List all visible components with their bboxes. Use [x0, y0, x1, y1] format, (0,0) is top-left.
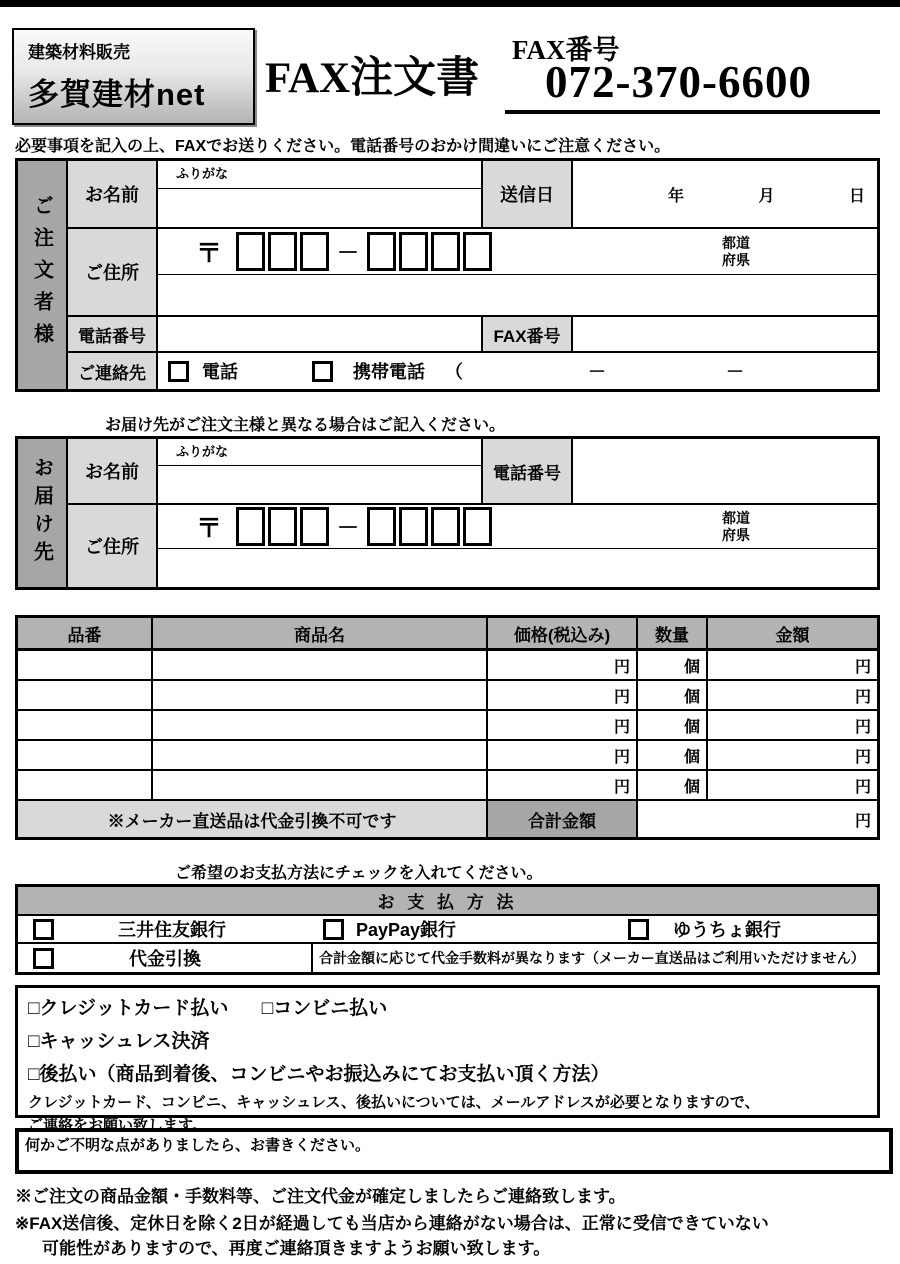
payment-table: [15, 884, 880, 975]
amount-input[interactable]: [708, 681, 877, 711]
option-cashless[interactable]: □キャッシュレス決済: [28, 1031, 210, 1052]
fax-number: 072-370-6600: [505, 56, 880, 114]
prefecture-line1: 都道: [722, 234, 750, 251]
checkbox-bank-smbc[interactable]: [33, 919, 54, 940]
orderer-phone-input[interactable]: [158, 317, 483, 353]
contact-paren: （: [445, 362, 463, 382]
postal-digit-box[interactable]: [431, 507, 460, 546]
date-day-label: 日: [848, 187, 865, 205]
email-required-note-1: クレジットカード、コンビニ、キャッシュレス、後払いについては、メールアドレスが必要となりますので、: [28, 1094, 760, 1111]
postal-mark: 〒: [196, 513, 223, 543]
yen-unit: 円: [854, 812, 871, 830]
payment-header: お 支 払 方 法: [18, 887, 877, 916]
product-name-input[interactable]: [153, 651, 488, 681]
delivery-address-label: ご住所: [68, 505, 158, 587]
send-date-label: 送信日: [483, 161, 573, 229]
delivery-section-label: お届け先: [18, 439, 68, 587]
postal-digit-box[interactable]: [268, 232, 297, 271]
contact-dash: －: [588, 362, 606, 382]
quantity-input[interactable]: [638, 681, 708, 711]
col-header-price: 価格(税込み): [488, 618, 638, 651]
contact-mobile-label: 携帯電話: [353, 362, 425, 382]
delivery-caption: お届け先がご注文主様と異なる場合はご記入ください。: [105, 417, 506, 434]
quantity-input[interactable]: [638, 711, 708, 741]
quantity-input[interactable]: [638, 771, 708, 801]
orderer-name-input[interactable]: [158, 189, 483, 229]
delivery-address-input[interactable]: [158, 549, 877, 587]
delivery-name-label: お名前: [68, 439, 158, 505]
delivery-table: [15, 436, 880, 590]
orderer-table: [15, 158, 880, 392]
bank-options-row: [18, 916, 877, 944]
prefecture-label: [706, 510, 766, 544]
bank-option-paypay: PayPay銀行: [356, 920, 457, 940]
product-name-input[interactable]: [153, 741, 488, 771]
payment-caption: ご希望のお支払方法にチェックを入れてください。: [175, 865, 543, 882]
amount-input[interactable]: [708, 771, 877, 801]
contact-phone-label: 電話: [202, 362, 238, 382]
orderer-fax-label: FAX番号: [483, 317, 573, 353]
postal-digit-box[interactable]: [236, 507, 265, 546]
postal-digit-box[interactable]: [431, 232, 460, 271]
items-table: [15, 615, 880, 840]
amount-input[interactable]: [708, 711, 877, 741]
delivery-phone-label: 電話番号: [483, 439, 573, 505]
product-name-input[interactable]: [153, 711, 488, 741]
orderer-address-input[interactable]: [158, 275, 877, 317]
yen-unit: 円: [854, 688, 871, 706]
orderer-section-label: ご注文者様: [18, 161, 68, 389]
remarks-label: 何かご不明な点がありましたら、お書きください。: [25, 1137, 371, 1154]
postal-digit-box[interactable]: [268, 507, 297, 546]
postal-digit-box[interactable]: [463, 507, 492, 546]
yen-unit: 円: [613, 658, 630, 676]
total-amount-input[interactable]: [638, 801, 877, 837]
orderer-postal-row: [158, 229, 877, 275]
postal-digit-box[interactable]: [367, 507, 396, 546]
date-year-label: 年: [668, 187, 685, 205]
count-unit: 個: [683, 718, 700, 736]
option-deferred[interactable]: □後払い（商品到着後、コンビニやお振込みにてお支払い頂く方法）: [28, 1064, 610, 1085]
delivery-furigana-field[interactable]: [158, 439, 483, 466]
postal-dash: －: [337, 240, 360, 265]
yen-unit: 円: [854, 658, 871, 676]
prefecture-line1: 都道: [722, 509, 750, 526]
item-number-input[interactable]: [18, 681, 153, 711]
col-header-amount: 金額: [708, 618, 877, 651]
postal-mark: 〒: [196, 238, 223, 268]
postal-digit-box[interactable]: [236, 232, 265, 271]
count-unit: 個: [683, 688, 700, 706]
contact-pref-field: [158, 353, 877, 389]
count-unit: 個: [683, 778, 700, 796]
checkbox-contact-mobile[interactable]: [312, 361, 333, 382]
col-header-quantity: 数量: [638, 618, 708, 651]
footer-note-1: ※ご注文の商品金額・手数料等、ご注文代金が確定しましたらご連絡致します。: [15, 1187, 626, 1206]
price-input[interactable]: [488, 681, 638, 711]
product-name-input[interactable]: [153, 771, 488, 801]
prefecture-line2: 府県: [722, 251, 750, 268]
col-header-item-number: 品番: [18, 618, 153, 651]
delivery-name-input[interactable]: [158, 466, 483, 505]
yen-unit: 円: [854, 718, 871, 736]
yen-unit: 円: [613, 688, 630, 706]
yen-unit: 円: [613, 718, 630, 736]
delivery-phone-input[interactable]: [573, 439, 877, 505]
checkbox-bank-yucho[interactable]: [628, 919, 649, 940]
postal-digit-box[interactable]: [367, 232, 396, 271]
logo-title: 多賀建材net: [28, 77, 206, 112]
product-name-input[interactable]: [153, 681, 488, 711]
cod-note: 合計金額に応じて代金手数料が異なります（メーカー直送品はご利用いただけません）: [319, 950, 865, 966]
orderer-name-label: お名前: [68, 161, 158, 229]
count-unit: 個: [683, 748, 700, 766]
other-payment-box: [15, 985, 880, 1134]
cod-option-row: [18, 944, 313, 972]
count-unit: 個: [683, 658, 700, 676]
direct-shipping-note: ※メーカー直送品は代金引換不可です: [18, 801, 488, 837]
cod-label: 代金引換: [129, 949, 201, 969]
checkbox-contact-phone[interactable]: [168, 361, 189, 382]
yen-unit: 円: [613, 778, 630, 796]
orderer-phone-label: 電話番号: [68, 317, 158, 353]
fax-number-label: FAX番号: [512, 35, 620, 65]
price-input[interactable]: [488, 711, 638, 741]
item-number-input[interactable]: [18, 741, 153, 771]
orderer-furigana-field[interactable]: [158, 161, 483, 189]
checkbox-bank-paypay[interactable]: [323, 919, 344, 940]
postal-digit-box[interactable]: [300, 507, 329, 546]
date-month-label: 月: [758, 187, 775, 205]
col-header-product-name: 商品名: [153, 618, 488, 651]
remarks-box[interactable]: [15, 1128, 893, 1174]
amount-input[interactable]: [708, 741, 877, 771]
top-border-line: [0, 0, 900, 7]
prefecture-line2: 府県: [722, 526, 750, 543]
option-conbini[interactable]: □コンビニ払い: [261, 998, 388, 1019]
header-note: 必要事項を記入の上、FAXでお送りください。電話番号のおかけ間違いにご注意ください。: [15, 138, 671, 155]
price-input[interactable]: [488, 741, 638, 771]
bank-option-smbc: 三井住友銀行: [118, 920, 226, 940]
option-credit-card[interactable]: □クレジットカード払い: [28, 998, 229, 1019]
bank-option-yucho: ゆうちょ銀行: [673, 920, 781, 940]
yen-unit: 円: [854, 748, 871, 766]
credit-conbini-line: [28, 992, 867, 1025]
furigana-label: ふりがな: [176, 444, 229, 459]
item-number-input[interactable]: [18, 711, 153, 741]
item-number-input[interactable]: [18, 651, 153, 681]
postal-digit-box[interactable]: [399, 507, 428, 546]
delivery-postal-row: [158, 505, 877, 549]
send-date-input[interactable]: [573, 161, 877, 229]
quantity-input[interactable]: [638, 651, 708, 681]
quantity-input[interactable]: [638, 741, 708, 771]
total-label: 合計金額: [488, 801, 638, 837]
postal-digit-box[interactable]: [463, 232, 492, 271]
orderer-fax-input[interactable]: [573, 317, 877, 353]
page-title: FAX注文書: [265, 55, 480, 102]
checkbox-cod[interactable]: [33, 948, 54, 969]
furigana-label: ふりがな: [176, 166, 229, 181]
contact-dash: －: [726, 362, 744, 382]
footer-note-3: 可能性がありますので、再度ご連絡頂きますようお願い致します。: [42, 1239, 551, 1258]
postal-dash: －: [337, 515, 360, 540]
logo-subtitle: 建築材料販売: [28, 43, 130, 62]
item-number-input[interactable]: [18, 771, 153, 801]
yen-unit: 円: [613, 748, 630, 766]
email-required-note-2: ご連絡をお願い致します。: [28, 1117, 207, 1134]
prefecture-label: [706, 235, 766, 269]
amount-input[interactable]: [708, 651, 877, 681]
postal-digit-box[interactable]: [399, 232, 428, 271]
yen-unit: 円: [854, 778, 871, 796]
orderer-address-label: ご住所: [68, 229, 158, 317]
footer-note-2: ※FAX送信後、定休日を除く2日が経過しても当店から連絡がない場合は、正常に受信できていない: [15, 1214, 769, 1233]
shop-logo: [12, 28, 255, 125]
price-input[interactable]: [488, 651, 638, 681]
contact-pref-label: ご連絡先: [68, 353, 158, 389]
postal-digit-box[interactable]: [300, 232, 329, 271]
price-input[interactable]: [488, 771, 638, 801]
